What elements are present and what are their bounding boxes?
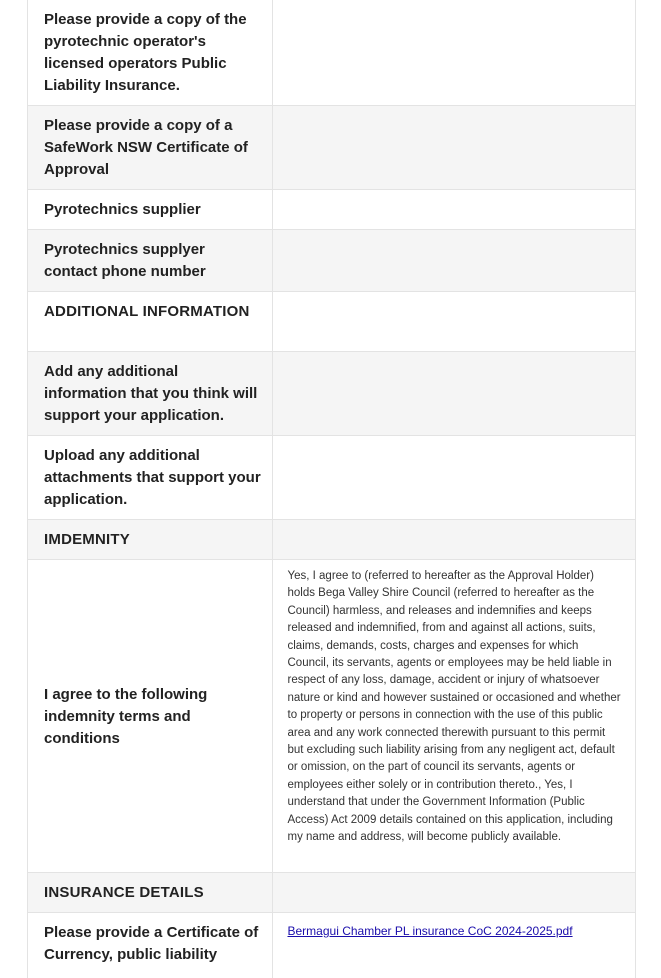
row-public-liability-insurance: [28, 0, 635, 106]
field-value: [272, 0, 635, 106]
row-additional-information: [28, 352, 635, 436]
section-heading: INSURANCE DETAILS: [28, 873, 272, 913]
field-label: I agree to the following indemnity terms and conditions: [28, 560, 272, 873]
section-heading: ADDITIONAL INFORMATION: [28, 292, 272, 352]
field-value: [272, 520, 635, 560]
indemnity-terms-text: Yes, I agree to (referred to hereafter as the Approval Holder) holds Bega Valley Shire Council (referred to hereafter as the Council) harmless, and releases and indemnifies and keeps released and indemnified, from and against all actions, suits, claims, demands, costs, charges and expenses for which Council, its servants, agents or employees may be held liable in respect of any loss, damage, accident or injury of whatsoever nature or kind and however sustained or occasioned and whether to property or persons in connection with the use of this public area and any work connected therewith pursuant to this permit but excluding such liability arising from any negligent act, default or omission, on the part of council its servants, agents or employees either solely or in contribution thereto., Yes, I understand that under the Government Information (Public Access) Act 2009 details contained on this application, including my name and address, will become publicly available.: [272, 560, 635, 873]
field-label: Pyrotechnics supplier: [28, 190, 272, 230]
application-details-table: [28, 0, 635, 978]
field-label: Please provide a copy of a SafeWork NSW Certificate of Approval: [28, 106, 272, 190]
field-label: Please provide a Certificate of Currency, public liability: [28, 913, 272, 978]
field-value: [272, 190, 635, 230]
row-additional-attachments: [28, 436, 635, 520]
field-value: [272, 913, 635, 978]
field-label: Upload any additional attachments that support your application.: [28, 436, 272, 520]
row-section-insurance-details: [28, 873, 635, 913]
field-value: [272, 352, 635, 436]
row-certificate-of-currency: [28, 913, 635, 978]
field-value: [272, 292, 635, 352]
field-value: [272, 230, 635, 292]
row-section-imdemnity: [28, 520, 635, 560]
row-supplier-phone: [28, 230, 635, 292]
field-label: Pyrotechnics supplyer contact phone number: [28, 230, 272, 292]
field-value: [272, 436, 635, 520]
row-pyrotechnics-supplier: [28, 190, 635, 230]
field-value: [272, 106, 635, 190]
attachment-link[interactable]: Bermagui Chamber PL insurance CoC 2024-2025.pdf: [287, 924, 573, 938]
row-section-additional-information: [28, 292, 635, 352]
row-indemnity-terms: [28, 560, 635, 873]
application-details-sheet: [27, 0, 636, 978]
row-safework-certificate: [28, 106, 635, 190]
field-value: [272, 873, 635, 913]
field-label: Please provide a copy of the pyrotechnic operator's licensed operators Public Liability Insurance.: [28, 0, 272, 106]
field-label: Add any additional information that you think will support your application.: [28, 352, 272, 436]
section-heading: IMDEMNITY: [28, 520, 272, 560]
